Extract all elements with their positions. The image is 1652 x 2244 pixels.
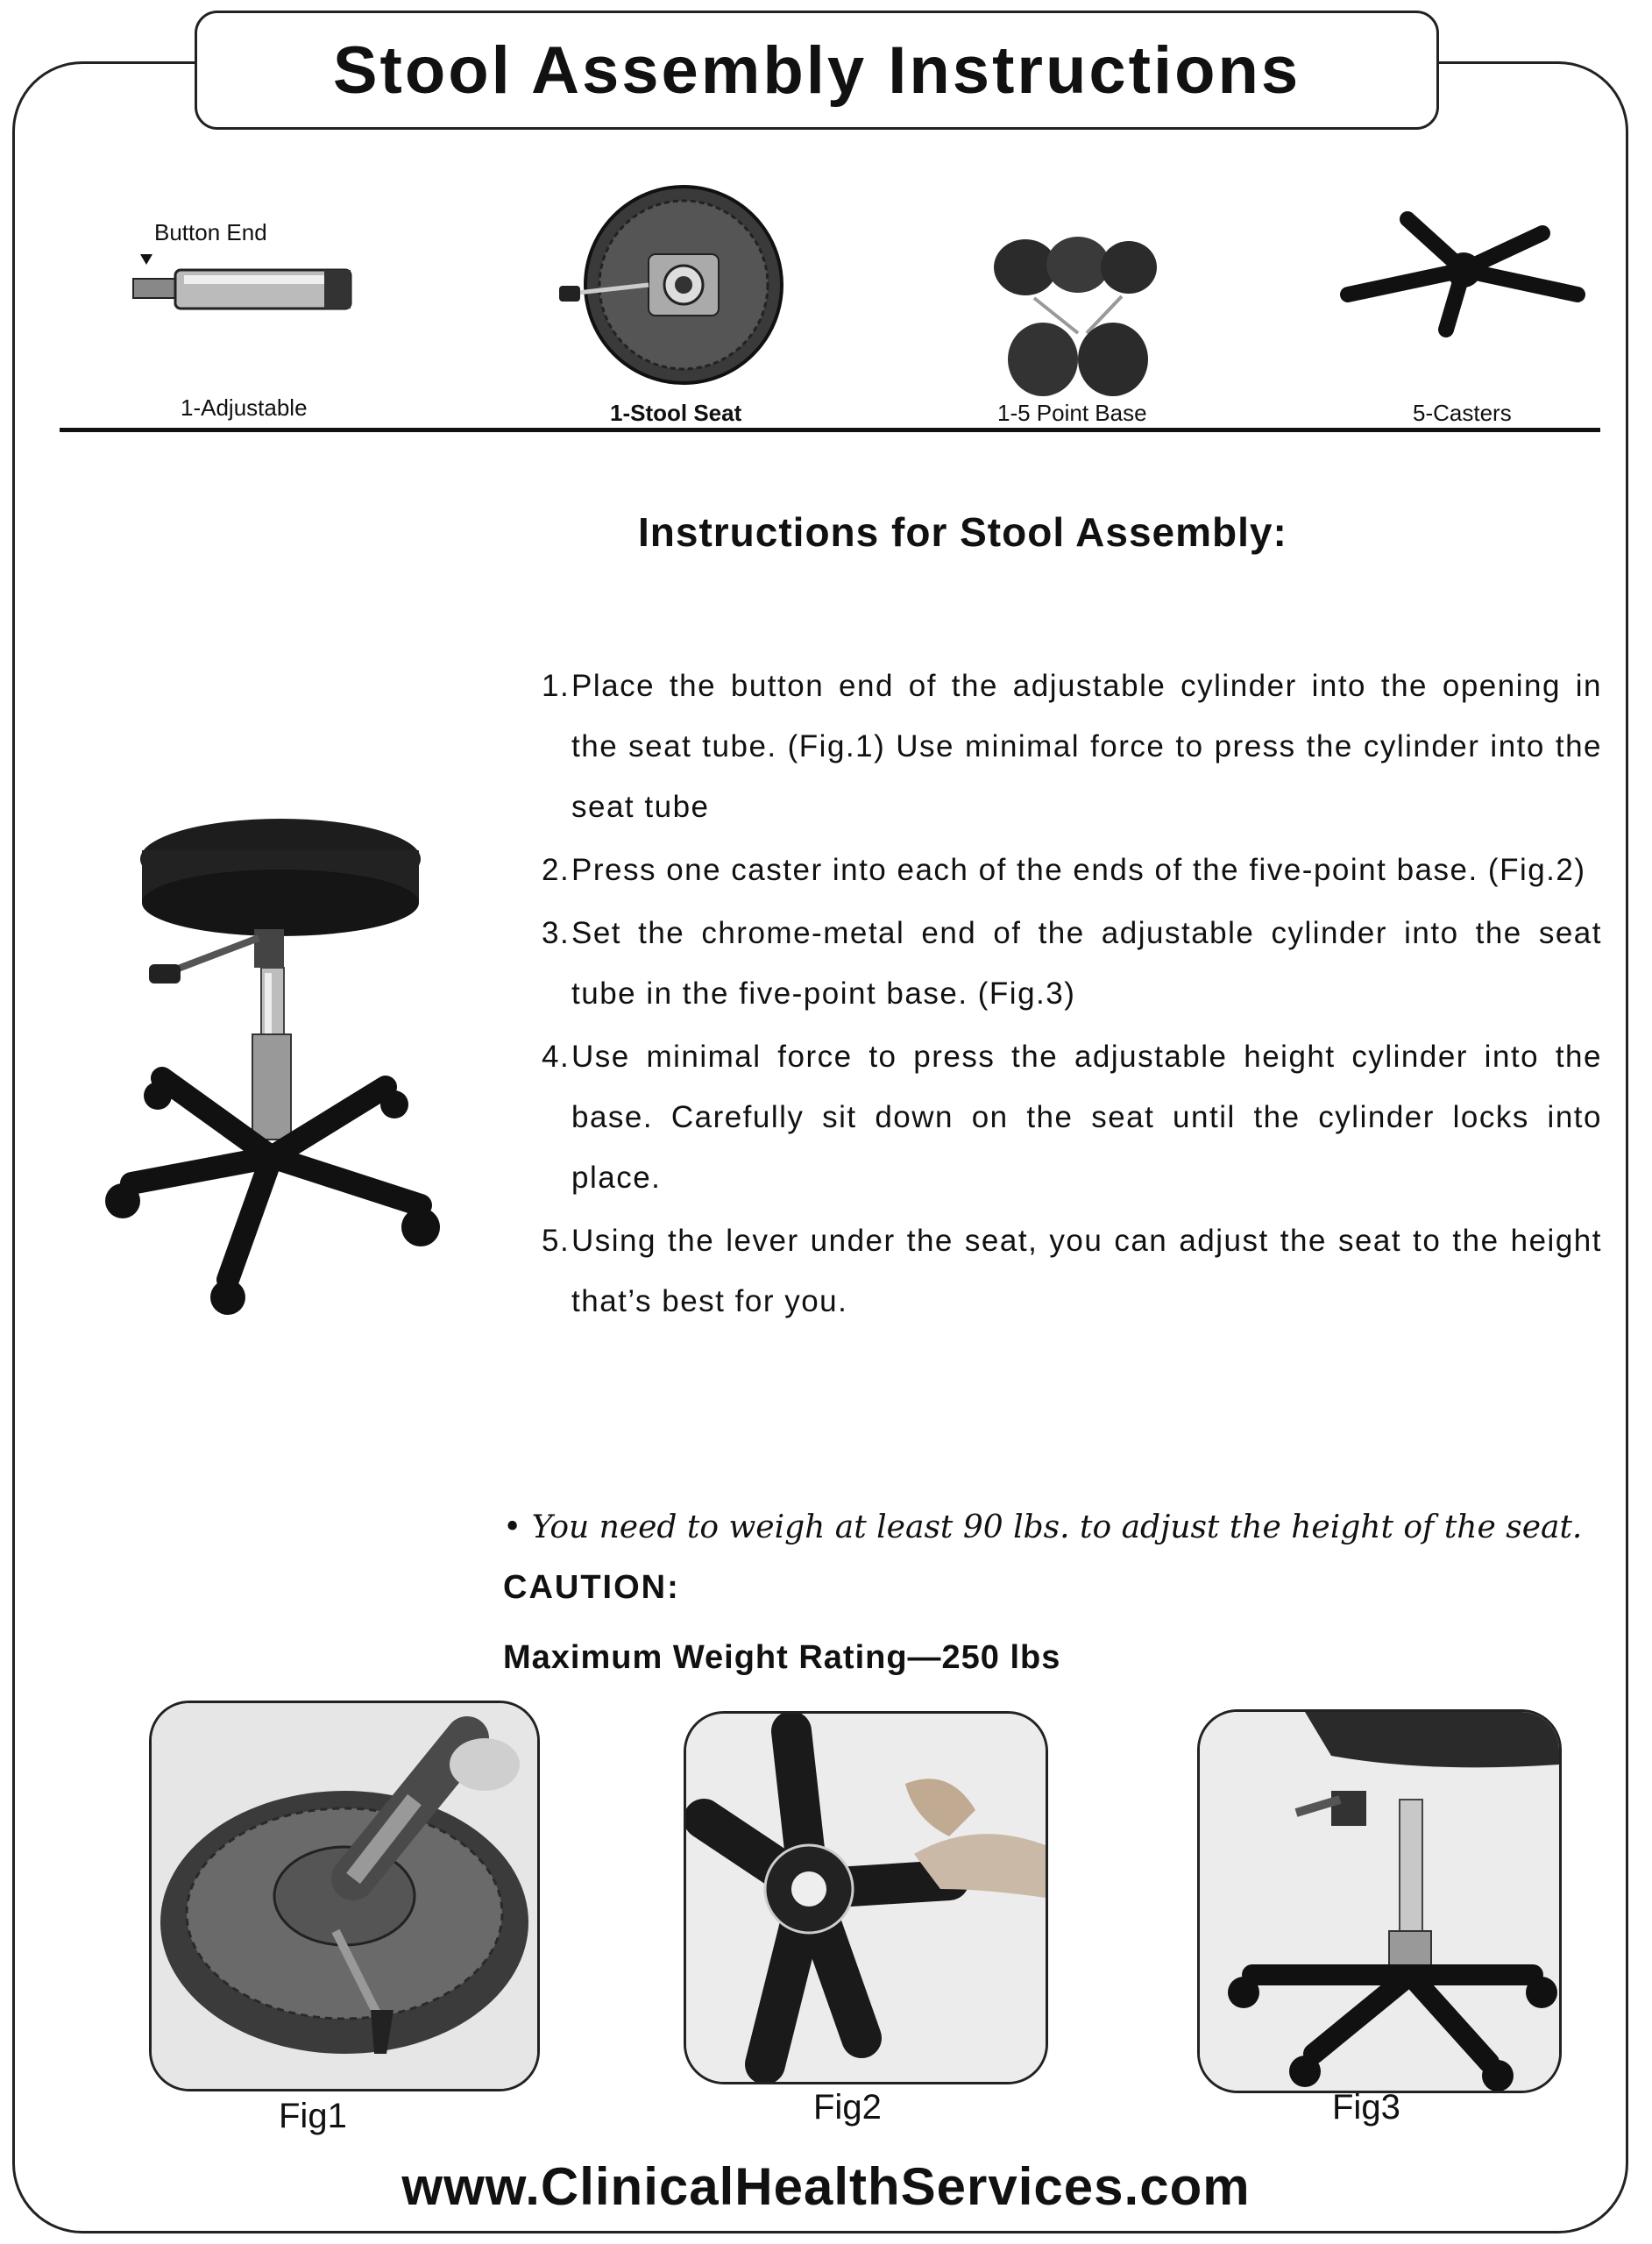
part-label-casters: 5-Casters [1413,400,1512,426]
part-label-adjustable: 1-Adjustable [181,394,308,421]
instruction-step [542,1211,1602,1331]
figure-2 [684,1711,1048,2084]
step-text: Press one caster into each of the ends of the five-point base. (Fig.2) [571,853,1586,887]
part-label-stool-seat: 1-Stool Seat [610,400,742,426]
step-text: Place the button end of the adjustable cylinder into the opening in the seat tube. (Fig.1) Use minimal force to press the cylinder into the seat tube [571,669,1602,824]
instruction-step [542,656,1602,837]
max-weight-rating: Maximum Weight Rating—250 lbs [503,1639,1061,1676]
parts-divider [60,428,1600,432]
step-number: 2. [542,853,571,887]
step-text: Use minimal force to press the adjustable height cylinder into the base. Carefully sit down on the seat until the cylinder locks into place. [571,1040,1602,1195]
website-url: www.ClinicalHealthServices.com [401,2157,1251,2216]
figure-1 [149,1701,540,2091]
weight-note: • You need to weigh at least 90 lbs. to adjust the height of the seat. [503,1509,1583,1545]
figure-3 [1197,1709,1562,2093]
instructions-heading: Instructions for Stool Assembly: [638,509,1287,555]
instruction-step [542,1026,1602,1208]
figure-1-label: Fig1 [279,2097,347,2135]
part-label-five-point-base: 1-5 Point Base [997,400,1147,426]
casters-icon [982,228,1174,403]
figure-2-label: Fig2 [813,2088,882,2127]
caution-heading: CAUTION: [503,1569,680,1606]
step-number: 5. [542,1224,571,1258]
step-text: Set the chrome-metal end of the adjustable cylinder into the seat tube in the five-point base. (Fig.3) [571,916,1602,1011]
assembled-stool-image [96,806,447,1315]
step-number: 4. [542,1040,571,1074]
instruction-step [542,903,1602,1024]
step-number: 1. [542,669,571,703]
step-number: 3. [542,916,571,950]
page-title: Stool Assembly Instructions [332,32,1301,108]
stool-seat-icon [552,184,789,394]
cylinder-icon [123,245,368,324]
instruction-step [542,840,1602,900]
instruction-steps [542,656,1602,1334]
button-end-label: Button End [154,219,267,245]
five-point-base-icon [1332,207,1595,338]
figure-3-label: Fig3 [1332,2088,1400,2127]
title-box [195,11,1439,130]
step-text: Using the lever under the seat, you can adjust the seat to the height that’s best for you. [571,1224,1602,1318]
